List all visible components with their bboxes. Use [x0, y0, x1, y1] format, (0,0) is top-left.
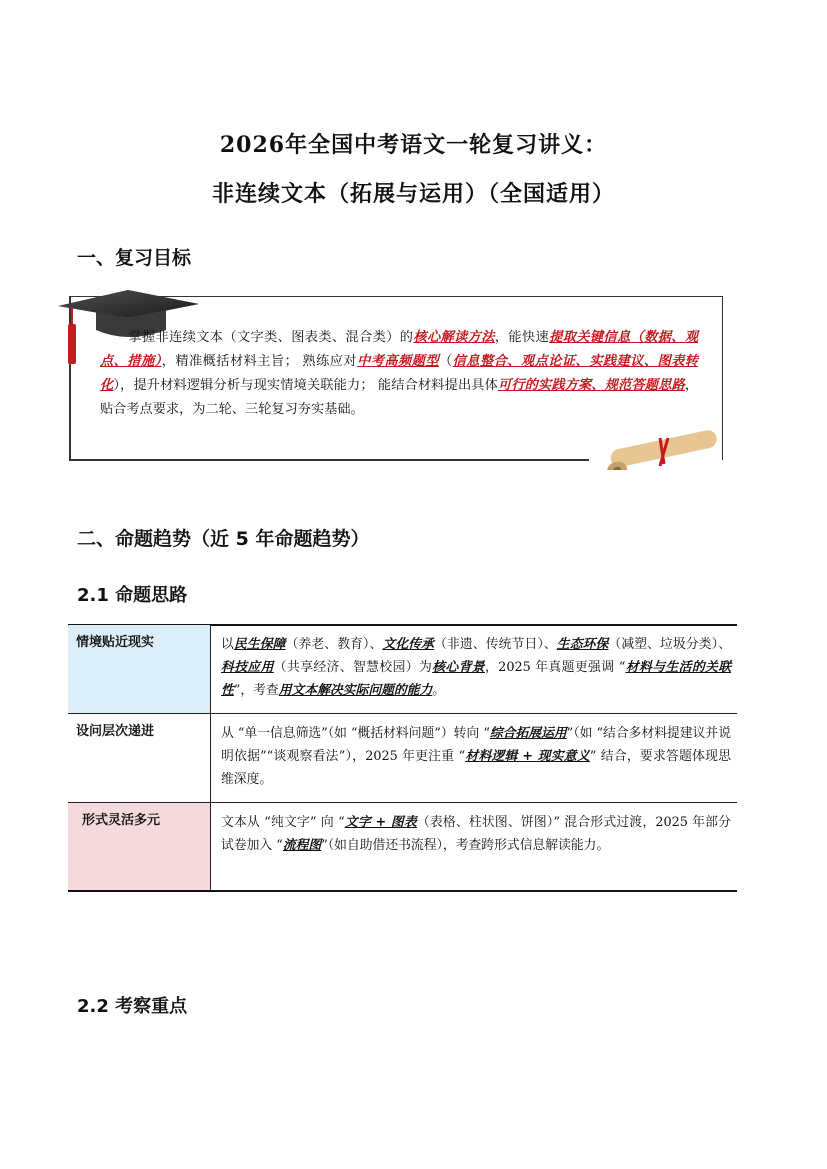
row-text: 以民生保障（养老、教育）、文化传承（非遗、传统节日）、生态环保（减塑、垃圾分类）、科技应用（共享经济、智慧校园）为核心背景，2025 年真题更强调 “材料与生活的关联性”，考查用文本解决实际问题的能力。 — [221, 637, 732, 698]
trend-table — [68, 625, 737, 892]
diploma-scroll-icon — [598, 430, 726, 470]
row-label: 情境贴近现实 — [68, 625, 211, 713]
table-row — [68, 802, 737, 891]
goal-paragraph: 掌握非连续文本（文字类、图表类、混合类）的核心解读方法，能快速提取关键信息（数据、观点、措施），精准概括材料主旨； 熟练应对中考高频题型（信息整合、观点论证、实践建议、图表转化），提升材料逻辑分析与现实情境关联能力； 能结合材料提出具体可行的实践方案、规范答题思路，贴合考点要求，为二轮、三轮复习夯实基础。 — [100, 330, 699, 417]
table-row — [68, 625, 737, 713]
row-text: 文本从 “纯文字” 向 “文字 + 图表（表格、柱状图、饼图）” 混合形式过渡，2025 年部分试卷加入 “流程图”（如自助借还书流程），考查跨形式信息解读能力。 — [221, 814, 731, 853]
row-label: 形式灵活多元 — [68, 802, 211, 891]
subsection-2-2-heading: 2.2 考察重点 — [77, 996, 188, 1017]
subsection-2-1-heading: 2.1 命题思路 — [77, 585, 188, 606]
title-line-2: 非连续文本（拓展与运用）（全国适用） — [211, 181, 615, 207]
table-row — [68, 713, 737, 802]
row-label: 设问层次递进 — [68, 713, 211, 802]
section-2-heading: 二、命题趋势（近 5 年命题趋势） — [77, 528, 370, 550]
title-line-1: 2026年全国中考语文一轮复习讲义： — [219, 132, 608, 158]
row-text: 从 “单一信息筛选”（如 “概括材料问题”）转向 “综合拓展运用”（如 “结合多材料提建议并说明依据”“谈观察看法”），2025 年更注重 “材料逻辑 + 现实意义” 结合，要求答题体现思维深度。 — [221, 725, 731, 787]
section-1-heading: 一、复习目标 — [77, 247, 192, 269]
